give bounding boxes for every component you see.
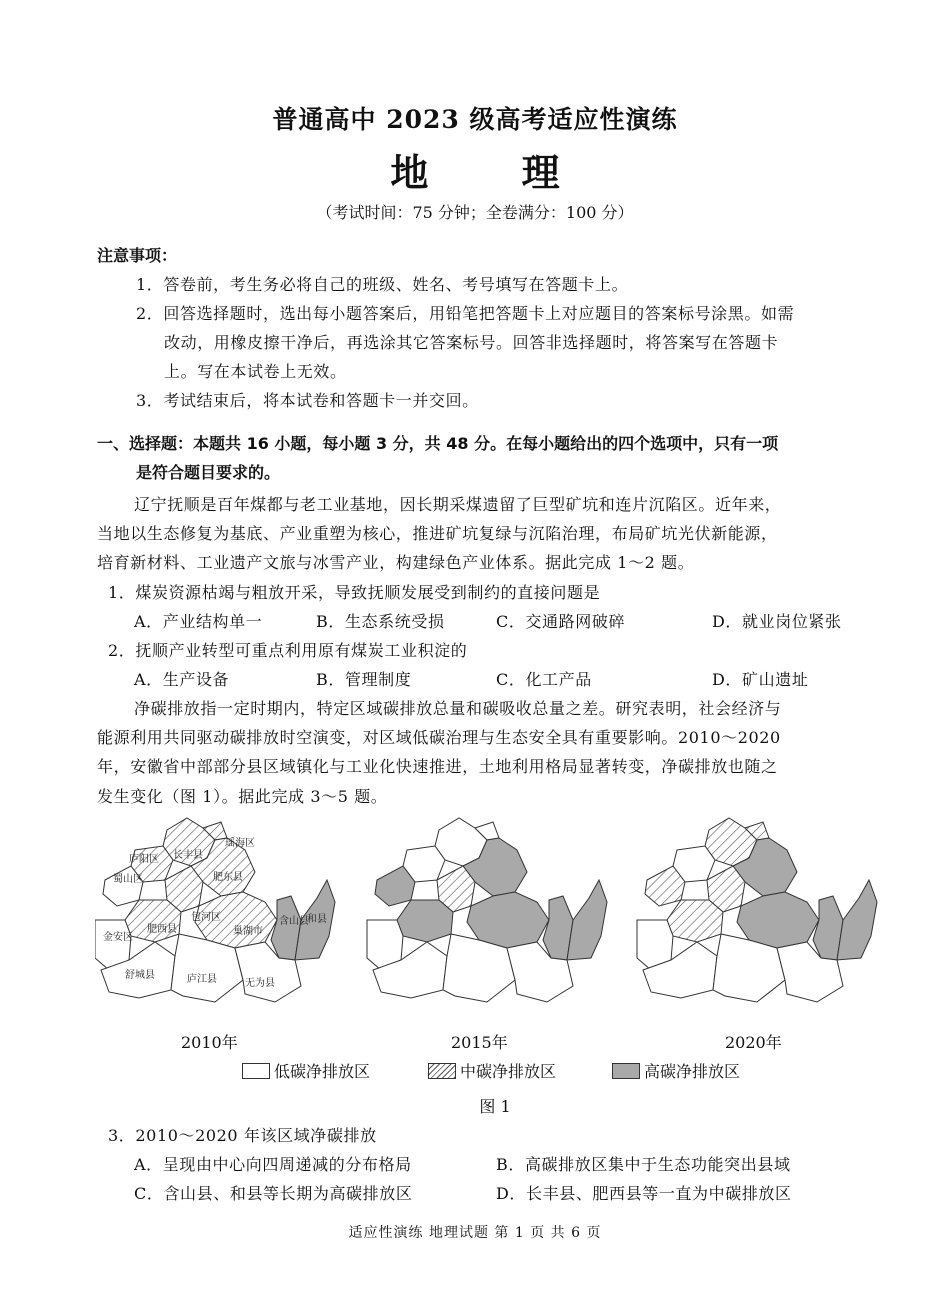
q1-option-b: B．生态系统受损 — [316, 612, 445, 631]
notice-item-3: 3．考试结束后，将本试卷和答题卡一并交回。 — [136, 391, 479, 410]
q2-option-d: D．矿山遗址 — [712, 670, 809, 689]
label-hanshan: 含山县 — [279, 916, 309, 927]
notice-item-1: 1．答卷前，考生务必将自己的班级、姓名、考号填写在答题卡上。 — [136, 275, 629, 294]
label-yaohai: 瑶海区 — [225, 838, 255, 849]
q2-option-c: C．化工产品 — [496, 670, 592, 689]
subject-title: 地 理 — [390, 150, 600, 195]
legend-mid-label: 中碳净排放区 — [460, 1062, 557, 1081]
q1-option-c: C．交通路网破碎 — [496, 612, 626, 631]
q1-stem: 1．煤炭资源枯竭与粗放开采，导致抚顺发展受到制约的直接问题是 — [108, 583, 601, 602]
q1-option-d: D．就业岗位紧张 — [712, 612, 842, 631]
q2-option-a: A．生产设备 — [134, 670, 230, 689]
legend-mid-swatch — [428, 1063, 456, 1079]
legend-low — [242, 1059, 370, 1082]
exam-info: （考试时间：75 分钟；全卷满分：100 分） — [316, 203, 634, 222]
q3-option-d: D．长丰县、肥西县等一直为中碳排放区 — [496, 1184, 792, 1203]
label-feidong: 肥东县 — [213, 872, 243, 883]
passage-2-line-1: 净碳排放指一定时期内，特定区域碳排放总量和碳吸收总量之差。研究表明，社会经济与 — [134, 699, 782, 718]
q1-option-a: A．产业结构单一 — [134, 612, 263, 631]
label-wuwei: 无为县 — [245, 978, 275, 989]
passage-2-line-3: 年，安徽省中部部分县区域镇化与工业化快速推进，土地利用格局显著转变，净碳排放也随之 — [97, 757, 778, 776]
notice-heading: 注意事项： — [97, 246, 178, 265]
region-feixi — [125, 900, 181, 942]
label-feixi: 肥西县 — [147, 924, 177, 935]
carbon-emission-maps — [95, 810, 885, 1055]
passage-2-line-4: 发生变化（图 1）。据此完成 3～5 题。 — [97, 787, 388, 806]
year-label-2015: 2015年 — [451, 1033, 508, 1052]
passage-1-line-1: 辽宁抚顺是百年煤都与老工业基地，因长期采煤遗留了巨型矿坑和连片沉陷区。近年来， — [134, 495, 782, 514]
figure-1-maps — [95, 810, 885, 1059]
exam-title: 普通高中 2023 级高考适应性演练 — [272, 105, 678, 134]
label-jinan: 金安区 — [103, 932, 133, 943]
passage-1-line-2: 当地以生态修复为基底、产业重塑为核心，推进矿坑复绿与沉陷治理，布局矿坑光伏新能源， — [97, 524, 778, 543]
notice-item-2-line-2: 改动，用橡皮擦干净后，再选涂其它答案标号。回答非选择题时，将答案写在答题卡 — [164, 333, 779, 352]
section-heading-line-2: 是符合题目要求的。 — [136, 463, 281, 482]
figure-caption: 图 1 — [479, 1097, 511, 1116]
page-footer: 适应性演练 地理试题 第 1 页 共 6 页 — [348, 1225, 602, 1241]
q3-option-b: B．高碳排放区集中于生态功能突出县域 — [496, 1155, 791, 1174]
notice-item-2-line-1: 2．回答选择题时，选出每小题答案后，用铅笔把答题卡上对应题目的答案标号涂黑。如需 — [136, 304, 795, 323]
label-chaohu: 巢湖市 — [233, 926, 263, 937]
q3-option-a: A．呈现由中心向四周递减的分布格局 — [134, 1155, 412, 1174]
year-label-2020: 2020年 — [725, 1033, 782, 1052]
notice-item-2-line-3: 上。写在本试卷上无效。 — [164, 362, 347, 381]
legend-high-swatch — [612, 1063, 640, 1079]
q3-option-c: C．含山县、和县等长期为高碳排放区 — [134, 1184, 413, 1203]
label-luyang: 庐阳区 — [129, 854, 159, 865]
legend-high-label: 高碳净排放区 — [644, 1062, 741, 1081]
legend-high — [612, 1059, 740, 1082]
label-lujiang: 庐江县 — [187, 974, 217, 985]
passage-2-line-2: 能源利用共同驱动碳排放时空演变，对区域低碳治理与生态安全具有重要影响。2010～2020 — [97, 728, 781, 747]
label-baohe: 包河区 — [191, 912, 221, 923]
passage-1-line-3: 培育新材料、工业遗产文旅与冰雪产业，构建绿色产业体系。据此完成 1～2 题。 — [97, 553, 695, 572]
section-heading-line-1: 一、选择题：本题共 16 小题，每小题 3 分，共 48 分。在每小题给出的四个选项中，只有一项 — [97, 434, 779, 453]
label-changfeng: 长丰县 — [173, 850, 203, 861]
year-label-2010: 2010年 — [181, 1033, 238, 1052]
q2-stem: 2．抚顺产业转型可重点利用原有煤炭工业积淀的 — [108, 641, 468, 660]
legend-low-swatch — [242, 1063, 270, 1079]
label-shushan: 蜀山区 — [113, 874, 143, 885]
q2-option-b: B．管理制度 — [316, 670, 412, 689]
map-2015 — [367, 818, 607, 1002]
label-shucheng: 舒城县 — [125, 970, 155, 981]
legend-mid — [428, 1059, 556, 1082]
q3-stem: 3．2010～2020 年该区域净碳排放 — [108, 1126, 377, 1145]
label-hexian: 和县 — [307, 914, 327, 925]
map-2020 — [637, 818, 877, 1002]
legend-low-label: 低碳净排放区 — [274, 1062, 371, 1081]
